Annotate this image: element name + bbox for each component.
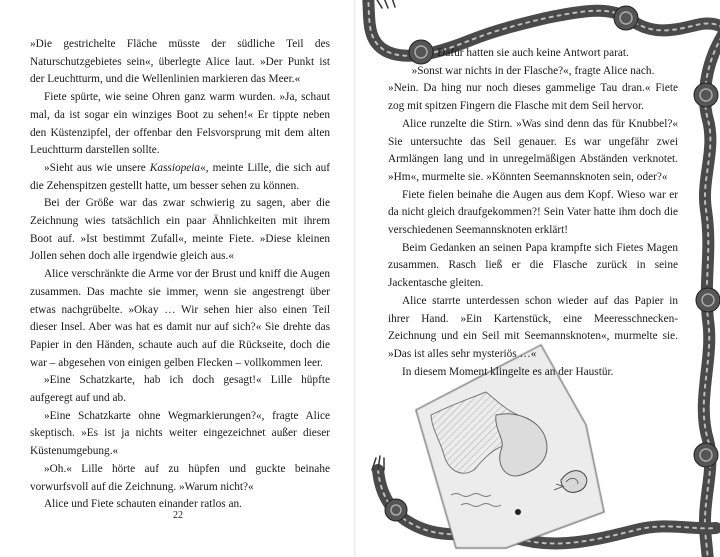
paragraph: Beim Gedanken an seinen Papa krampfte sich Fietes Magen zusammen. Rasch ließ er die Flasche zurück in seine Jackentasche gleiten.: [388, 241, 678, 290]
paragraph: Alice verschränkte die Arme vor der Brust und kniff die Augen zusammen. Das machte sie immer, wenn sie angestrengt über etwas nachgrübelte. »Okay … Wir sehen hier also einen Teil dieser Insel. Aber was hat es damit nur auf sich?« Sie drehte das Papier in den Händen, schaute auch auf die Rückseite, doch die war – abgesehen von einigen gelben Flecken – vollkommen leer.: [30, 268, 330, 369]
paragraph: »Eine Schatzkarte ohne Wegmarkierungen?«, fragte Alice skeptisch. »Es ist ja nichts weiter eingezeichnet außer dieser Küstenumgebung.«: [30, 409, 330, 458]
paragraph: »Die gestrichelte Fläche müsste der südliche Teil des Naturschutzgebietes sein«, überlegte Alice laut. »Der Punkt ist der Leuchtturm, und die Wellenlinien markieren das Meer.«: [30, 38, 330, 86]
boat-name: Kassiopeia: [149, 161, 201, 174]
left-page-text: [30, 36, 330, 514]
paragraph: »Oh.« Lille hörte auf zu hüpfen und guckte beinahe vorwurfsvoll auf die Zeichnung. »Warum nicht?«: [30, 462, 330, 493]
paragraph: »Sonst war nichts in der Flasche?«, fragte Alice nach.: [411, 64, 655, 77]
right-page-text: [388, 45, 678, 381]
page-number: 22: [173, 510, 183, 521]
rope-right: [694, 30, 720, 557]
paragraph: In diesem Moment klingelte es an der Haustür.: [402, 365, 614, 378]
paragraph: Alice runzelte die Stirn. »Was sind denn das für Knubbel?« Sie untersuchte das Seil genauer. Es war ungefähr zwei Armlängen lang und in unregelmäßigen Abständen verknotet. »Hm«, murmelte sie. »Könnten Seemannsknoten sein, oder?«: [388, 117, 678, 183]
paragraph: Alice und Fiete schauten einander ratlos an.: [44, 498, 242, 511]
paragraph: Fiete fielen beinahe die Augen aus dem Kopf. Wieso war er da nicht gleich draufgekommen?! Sein Vater hatte ihm doch die verschiedenen Seemannsknoten erklärt!: [388, 188, 678, 237]
left-page: [0, 0, 356, 557]
paragraph: [30, 160, 330, 195]
paragraph: Alice starrte unterdessen schon wieder auf das Papier in ihrer Hand. »Ein Kartenstück, eine Meeresschnecken-Zeichnung und ein Seil mit Seemannsknoten«, murmelte sie. »Das ist alles sehr mysteriös …«: [388, 294, 678, 360]
paragraph: »Nein. Da hing nur noch dieses gammelige Tau dran.« Fiete zog mit spitzen Fingern die Flasche mit dem Seil hervor.: [388, 82, 678, 113]
paragraph: Fiete spürte, wie seine Ohren ganz warm wurden. »Ja, schaut mal, da ist sogar ein winziges Boot zu sehen!« Er tippte neben den Küstenzipfel, der offenbar den Felsvorsprung mit dem alten Leuchtturm darstellen sollte.: [30, 91, 330, 157]
lighthouse-dot: [515, 509, 521, 515]
paragraph: Dafür hatten sie auch keine Antwort parat.: [437, 47, 629, 59]
paragraph: »Eine Schatzkarte, hab ich doch gesagt!« Lille hüpfte aufgeregt auf und ab.: [30, 374, 330, 405]
paragraph-text: »Sieht aus wie unsere: [44, 161, 150, 174]
paragraph: Bei der Größe war das zwar schwierig zu sagen, aber die Zeichnung wies tatsächlich ein paar Ähnlichkeiten mit ihrem Boot auf. »Ist bestimmt Zufall«, meinte Fiete. »Diese kleinen Jollen sehen doch alle irgendwie gleich aus.«: [30, 197, 330, 263]
paragraph-text: «, meinte Lille, die sich auf die Zehenspitzen gestellt hatte, um besser sehen zu können.: [30, 161, 330, 192]
right-page: [356, 0, 720, 557]
